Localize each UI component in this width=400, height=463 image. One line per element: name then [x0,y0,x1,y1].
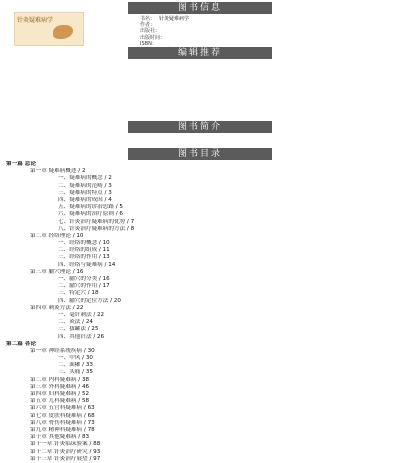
cover-title: 针灸疑难病学 [17,17,54,24]
info-label: ISBN： [140,40,157,47]
toc-item: 三、经络的作用 / 13 [58,254,110,261]
toc-item: 一、毫针刺法 / 22 [58,311,105,318]
intro-paragraph [8,136,392,148]
section-title-intro: 图书简介 [128,121,272,133]
recommend-paragraph-2 [8,92,392,118]
toc-item: 一、中风 / 30 [58,355,93,362]
info-label: 作者： [140,22,156,29]
book-cover-image [14,12,84,46]
info-label: 出版社： [140,28,161,35]
toc-item: 二、腧穴的作用 / 17 [58,283,110,290]
toc-item: 第二章 经络理论 / 10 [30,232,84,239]
toc-item: 一、腧穴的分类 / 16 [58,276,110,282]
toc-item: 第七章 皮肤科疑难病 / 68 [30,412,95,419]
toc-item: 第十章 其他疑难病 / 83 [30,434,90,441]
toc-item: 四、经络与疑难病 / 14 [58,261,116,268]
toc-item: 八、针灸治疗疑难病的方法 / 8 [58,225,135,232]
toc-item: 一、经络的概念 / 10 [58,240,110,247]
cover-illustration [53,25,73,39]
info-label: 出版时间： [140,34,166,41]
toc-item: 六、疑难病的治疗原则 / 6 [58,211,123,218]
toc-item: 四、腧穴的定位方法 / 20 [58,297,121,304]
toc-item: 第一章 疑难病概述 / 2 [30,168,86,175]
toc-item: 第八章 骨伤科疑难病 / 73 [30,419,95,426]
toc-item: 第二章 内科疑难病 / 38 [30,376,90,383]
toc-item: 第四章 妇科疑难病 / 52 [30,391,90,397]
toc-item: 一、疑难病的概念 / 2 [58,175,112,182]
toc-item: 五、疑难病的诊治思路 / 5 [58,204,123,211]
info-value: 针灸疑难病学 [159,16,190,22]
toc-item: 第十二章 针灸治疗研究 / 93 [30,448,101,455]
toc-item: 第三章 外科疑难病 / 46 [30,383,90,390]
toc-item: 三、疑难病的特点 / 3 [58,189,112,196]
toc-item: 四、疑难病的成因 / 4 [58,196,112,203]
toc-item: 第十一章 针灸临床验案 / 88 [30,441,101,448]
toc-item: 第二篇 各论 [6,340,36,347]
toc-item: 第四章 刺灸方法 / 22 [30,304,84,311]
toc-item: 七、针灸治疗疑难病的优势 / 7 [58,218,135,225]
toc-item: 第十三章 针灸治疗展望 / 97 [30,455,101,462]
toc-item: 三、拔罐法 / 25 [58,326,99,333]
section-title-book-info: 图书信息 [128,2,272,14]
toc-item: 第九章 精神科疑难病 / 78 [30,426,95,433]
toc-item: 第六章 五官科疑难病 / 63 [30,405,95,412]
recommend-paragraph-1 [8,64,392,90]
toc-item: 二、面瘫 / 33 [58,362,93,369]
table-of-contents [6,161,394,463]
section-title-toc: 图书目录 [128,148,272,160]
toc-item: 二、疑难病的范畴 / 3 [58,182,112,189]
toc-item: 四、其他针法 / 26 [58,333,105,340]
toc-item: 二、灸法 / 24 [58,319,93,326]
toc-item: 二、经络的组成 / 11 [58,247,110,254]
toc-item: 第一章 神经系统疾病 / 30 [30,347,95,354]
section-title-editor-recommend: 编辑推荐 [128,47,272,59]
toc-item: 第三章 腧穴理论 / 16 [30,268,84,275]
info-label: 书名： [140,16,156,22]
toc-item: 三、特定穴 / 18 [58,290,99,297]
toc-item: 三、头痛 / 35 [58,369,93,376]
toc-item: 第一篇 总论 [6,161,36,167]
toc-item: 第五章 儿科疑难病 / 58 [30,398,90,405]
